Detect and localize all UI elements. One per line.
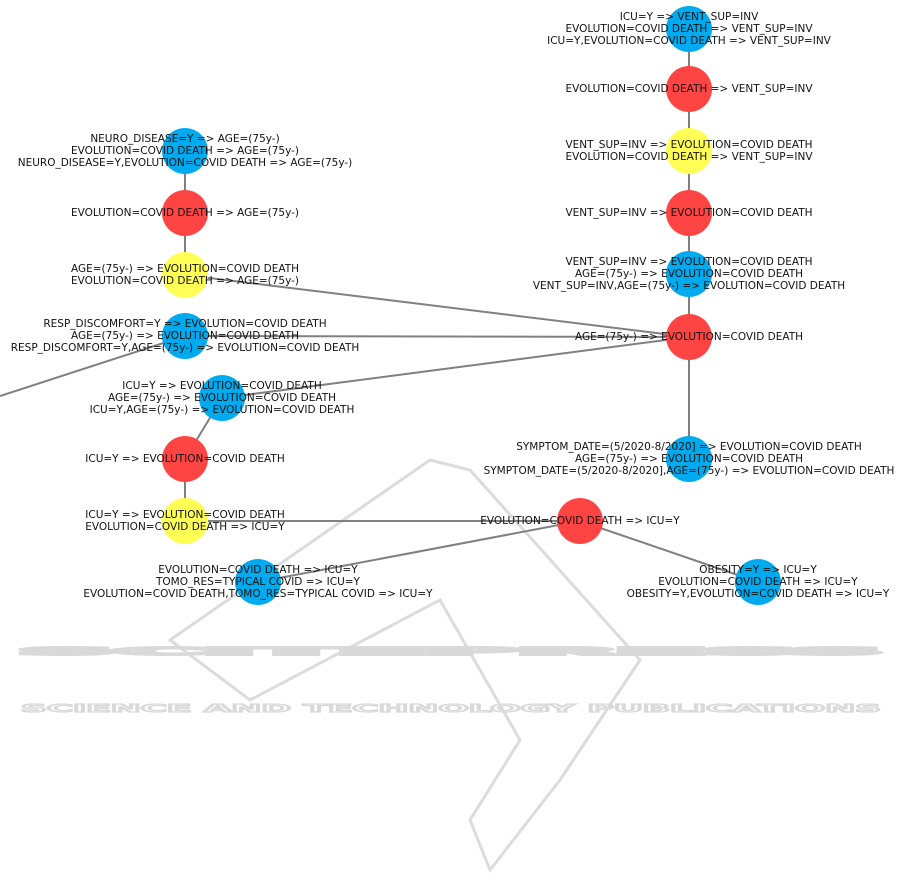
node-label-n_age_evo_both-0: AGE=(75y-) => EVOLUTION=COVID DEATH [70, 262, 300, 275]
node-label-n_vent_evo_both-1: EVOLUTION=COVID DEATH => VENT_SUP=INV [565, 151, 813, 164]
node-label-n_neuro-1: EVOLUTION=COVID DEATH => AGE=(75y-) [70, 145, 300, 157]
node-label-n_obesity-2: OBESITY=Y,EVOLUTION=COVID DEATH => ICU=Y [626, 588, 890, 601]
node-label-n_vent_evo_both-0: VENT_SUP=INV => EVOLUTION=COVID DEATH [565, 138, 813, 151]
node-label-n_evo_age-0: EVOLUTION=COVID DEATH => AGE=(75y-) [70, 207, 300, 219]
node-label-n_icu_age_evo-0: ICU=Y => EVOLUTION=COVID DEATH [122, 379, 322, 392]
node-label-n_icu_vent-2: ICU=Y,EVOLUTION=COVID DEATH => VENT_SUP=INV [547, 35, 831, 48]
node-label-n_vent_age_evo-1: AGE=(75y-) => EVOLUTION=COVID DEATH [574, 268, 804, 280]
node-label-n_symptom-1: AGE=(75y-) => EVOLUTION=COVID DEATH [574, 453, 804, 465]
node-label-n_symptom-0: SYMPTOM_DATE=(5/2020-8/2020] => EVOLUTION=COVID DEATH [516, 440, 862, 453]
node-label-n_evo_vent-0: EVOLUTION=COVID DEATH => VENT_SUP=INV [565, 83, 813, 95]
node-label-n_obesity-0: OBESITY=Y => ICU=Y [699, 563, 817, 576]
node-label-n_icu_age_evo-1: AGE=(75y-) => EVOLUTION=COVID DEATH [107, 392, 337, 404]
watermark-tagline-text: SCIENCE AND TECHNOLOGY PUBLICATIONS [21, 703, 881, 715]
node-label-n_tomo-0: EVOLUTION=COVID DEATH => ICU=Y [158, 563, 358, 576]
node-label-n_icu_evo_both-0: ICU=Y => EVOLUTION=COVID DEATH [85, 508, 285, 521]
node-label-n_tomo-1: TOMO_RES=TYPICAL COVID => ICU=Y [156, 576, 360, 588]
node-label-n_resp-2: RESP_DISCOMFORT=Y,AGE=(75y-) => EVOLUTION=COVID DEATH [10, 342, 360, 355]
node-label-n_icu_evo_both-1: EVOLUTION=COVID DEATH => ICU=Y [85, 521, 285, 534]
node-label-n_age_evo-0: AGE=(75y-) => EVOLUTION=COVID DEATH [574, 331, 804, 343]
node-label-n_vent_age_evo-0: VENT_SUP=INV => EVOLUTION=COVID DEATH [565, 255, 813, 268]
watermark-brand-text: SCITEPRESS [21, 646, 881, 658]
node-label-n_neuro-0: NEURO_DISEASE=Y => AGE=(75y-) [90, 132, 280, 145]
node-label-n_age_evo_both-1: EVOLUTION=COVID DEATH => AGE=(75y-) [70, 275, 300, 288]
node-label-n_tomo-2: EVOLUTION=COVID DEATH,TOMO_RES=TYPICAL COVID => ICU=Y [83, 588, 433, 601]
node-label-n_obesity-1: EVOLUTION=COVID DEATH => ICU=Y [658, 576, 858, 588]
node-label-n_vent_evo-0: VENT_SUP=INV => EVOLUTION=COVID DEATH [565, 207, 813, 219]
node-label-n_neuro-2: NEURO_DISEASE=Y,EVOLUTION=COVID DEATH => AGE=(75y-) [17, 157, 353, 170]
node-label-n_symptom-2: SYMPTOM_DATE=(5/2020-8/2020],AGE=(75y-) => EVOLUTION=COVID DEATH [483, 465, 895, 478]
node-label-n_resp-0: RESP_DISCOMFORT=Y => EVOLUTION=COVID DEATH [43, 317, 327, 330]
node-label-n_icu_vent-0: ICU=Y => VENT_SUP=INV [619, 10, 759, 23]
edges [0, 29, 758, 582]
node-label-n_icu_evo-0: ICU=Y => EVOLUTION=COVID DEATH [85, 453, 285, 465]
node-label-n_icu_vent-1: EVOLUTION=COVID DEATH => VENT_SUP=INV [565, 23, 813, 35]
node-label-n_resp-1: AGE=(75y-) => EVOLUTION=COVID DEATH [70, 330, 300, 342]
node-label-n_icu_age_evo-2: ICU=Y,AGE=(75y-) => EVOLUTION=COVID DEATH [89, 404, 355, 417]
node-label-n_vent_age_evo-2: VENT_SUP=INV,AGE=(75y-) => EVOLUTION=COVID DEATH [532, 280, 846, 293]
node-labels [11, 11, 895, 600]
node-label-n_evo_icu-0: EVOLUTION=COVID DEATH => ICU=Y [480, 515, 680, 527]
